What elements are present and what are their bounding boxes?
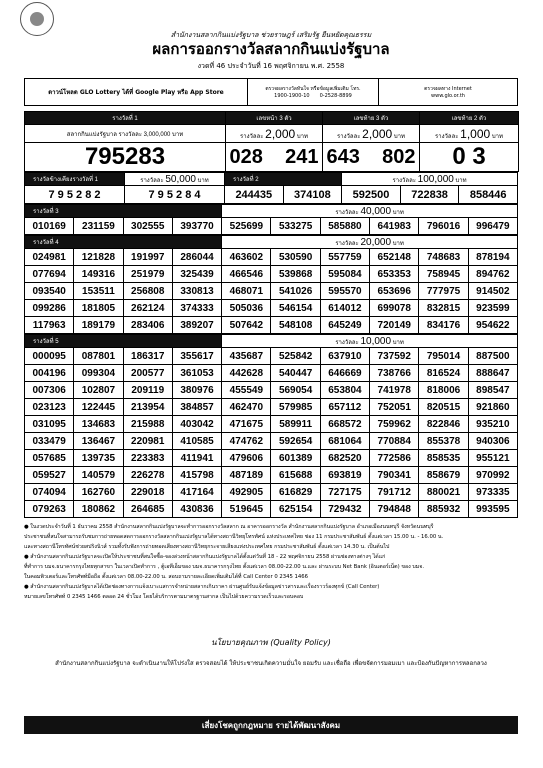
prize4-number: 832815 [419,300,468,317]
prize5-number: 134683 [74,416,123,433]
prize4-number: 923599 [468,300,517,317]
prize5-label: รางวัลที่ 5 [25,335,222,348]
back3-unit: บาท [393,133,405,140]
prize3-number: 302555 [123,218,172,235]
prize5-number: 592654 [271,433,320,450]
near1-unit: บาท [197,177,209,184]
page-title: ผลการออกรางวัลสลากกินแบ่งรัฐบาล [152,40,390,58]
prize5-number: 973335 [468,484,517,501]
prize4-number: 374333 [172,300,221,317]
note-line: ● ในงวดประจำวันที่ 1 ธันวาคม 2558 สำนักงานสลากกินแบ่งรัฐบาลจะทำการออกรางวัลสลาก ณ อาคารออกรางวัล สำนักงานสลากกินแบ่งรัฐบาล อำเภอเมืองนนทบุรี จังหวัดนนทบุรี [24,524,434,530]
prize5-number: 855378 [419,433,468,450]
prize4-number: 507642 [222,317,271,334]
prize4-number: 077694 [25,266,74,283]
back2-label: เลขท้าย 2 ตัว [420,112,519,125]
prize5-number: 682520 [320,450,369,467]
prize4-amount: 20,000 [360,236,392,248]
prize5-number: 102807 [74,382,123,399]
prize5-number: 139735 [74,450,123,467]
prize5-number: 057685 [25,450,74,467]
prize5-number: 226278 [123,467,172,484]
phone-info [248,79,379,105]
prize4-number: 181805 [74,300,123,317]
header [24,30,518,72]
prize5-number: 820515 [419,399,468,416]
prize4-number: 153511 [74,283,123,300]
near-prize2-table [24,172,518,204]
back3-prize [323,125,420,143]
prize5-number: 970992 [468,467,517,484]
prize5-number: 940306 [468,433,517,450]
prize4-number: 149316 [74,266,123,283]
front3-number: 028 [229,145,263,168]
prize5-number: 004196 [25,365,74,382]
prize5-number: 625154 [271,501,320,518]
prize5-number: 492905 [222,484,271,501]
front3-prize [226,125,323,143]
prize5-amount: 10,000 [360,335,392,347]
prize3-unit: บาท [392,209,404,216]
prize2-label: รางวัลที่ 2 [225,173,342,186]
prize4-number: 541026 [271,283,320,300]
prize3-number: 796016 [419,218,468,235]
prize5-number: 955121 [468,450,517,467]
prize5-number: 215988 [123,416,172,433]
prize5-number: 616829 [271,484,320,501]
prize5-number: 770884 [370,433,419,450]
prize5-number: 816524 [419,365,468,382]
prize5-number: 220981 [123,433,172,450]
prize5-number: 023123 [25,399,74,416]
front3-amount: 2,000 [265,126,296,141]
back3-amount: 2,000 [362,126,393,141]
prize5-number: 818006 [419,382,468,399]
front3-number: 241 [285,145,319,168]
prize4-number: 595084 [320,266,369,283]
prize1-desc: สลากกินแบ่งรัฐบาล [66,131,117,138]
prize5-number: 885932 [419,501,468,518]
prize3-number: 641983 [370,218,419,235]
prize5-number: 471675 [222,416,271,433]
prize4-number: 699078 [370,300,419,317]
near1-number: 7 9 5 2 8 2 [25,186,125,204]
prize4-number: 325439 [172,266,221,283]
prize4-number: 191997 [123,249,172,266]
prize3-number: 533275 [271,218,320,235]
prize5-number: 180862 [74,501,123,518]
prize3-number: 585880 [320,218,369,235]
prize5-number: 162760 [74,484,123,501]
prize4-number: 878194 [468,249,517,266]
prize3-prize-pre: รางวัลละ [335,209,359,216]
prize5-number: 479606 [222,450,271,467]
prize3-number: 393770 [172,218,221,235]
prize5-number: 898547 [468,382,517,399]
prize5-number: 361053 [172,365,221,382]
prize5-number: 525842 [271,348,320,365]
back2-number: 0 3 [420,143,519,172]
prize4-number: 505036 [222,300,271,317]
back2-amount: 1,000 [460,126,491,141]
prize4-label: รางวัลที่ 4 [25,236,222,249]
lottery-result-sheet [24,30,518,668]
prize5-number: 410585 [172,433,221,450]
prize4-number: 117963 [25,317,74,334]
prize4-number: 758945 [419,266,468,283]
prize5-number: 059527 [25,467,74,484]
prize4-number: 468071 [222,283,271,300]
prize4-number: 652148 [370,249,419,266]
announcement-notes [24,522,518,602]
prize5-number: 935210 [468,416,517,433]
prize2-prize-pre: รางวัลละ [392,177,416,184]
prize5-number: 752051 [370,399,419,416]
prize5-number: 858679 [419,467,468,484]
quality-policy-title: นโยบายคุณภาพ (Quality Policy) [211,638,331,647]
prize5-prize [222,335,518,348]
prize5-number: 759962 [370,416,419,433]
prize3-amount: 40,000 [360,205,392,217]
prize5-number: 099304 [74,365,123,382]
prize4-number: 256808 [123,283,172,300]
prize4-number: 720149 [370,317,419,334]
prize5-number: 693819 [320,467,369,484]
prize5-number: 136467 [74,433,123,450]
prize3-prize [222,205,518,218]
prize4-prize-pre: รางวัลละ [335,240,359,247]
prize5-number: 079263 [25,501,74,518]
prize5-number: 033479 [25,433,74,450]
prize4-number: 121828 [74,249,123,266]
prize3-number: 996479 [468,218,517,235]
download-info: ดาวน์โหลด GLO Lottery ได้ที่ Google Play หรือ App Store [25,79,248,105]
back3-numbers [323,143,420,172]
prize5-number: 790341 [370,467,419,484]
prize4-number: 748683 [419,249,468,266]
front3-unit: บาท [296,133,308,140]
prize5-number: 462470 [222,399,271,416]
prize5-prize-pre: รางวัลละ [335,339,359,346]
phone-1: 1900-1900-10 [274,93,310,99]
prize2-number: 374108 [283,186,342,204]
prize5-unit: บาท [392,339,404,346]
prize5-number: 229018 [123,484,172,501]
prize5-number: 380976 [172,382,221,399]
prize5-number: 727175 [320,484,369,501]
front3-label: เลขหน้า 3 ตัว [226,112,323,125]
prize4-number: 653696 [370,283,419,300]
prize4-number: 466546 [222,266,271,283]
prize4-number: 283406 [123,317,172,334]
prize5-number: 122445 [74,399,123,416]
prize2-number: 592500 [342,186,401,204]
prize2-amount: 100,000 [417,173,454,185]
back2-unit: บาท [491,133,503,140]
note-line: ที่ทำการ บมจ.ธนาคารกรุงไทยทุกสาขา ในเวลาเปิดทำการ , ตู้เอทีเอ็มของ บมจ.ธนาคารกรุงไทย ตั้งแต่เวลา 08.00-22.00 น.และ ผ่านระบบ Net Bank (อินเตอร์เน็ต) ของ บมจ. [24,564,425,570]
prize4-number: 595570 [320,283,369,300]
prize4-number: 389207 [172,317,221,334]
prize5-number: 657112 [320,399,369,416]
prize5-number: 569054 [271,382,320,399]
prize5-number: 579985 [271,399,320,416]
near1-prize [125,173,225,186]
prize1-number: 795283 [25,143,226,172]
prize5-number: 729432 [320,501,369,518]
prize1-amount: รางวัลละ 3,000,000 บาท [118,131,184,138]
top-prizes-table [24,111,519,172]
prize5-number: 209119 [123,382,172,399]
prize3-number: 010169 [25,218,74,235]
prize3-number: 231159 [74,218,123,235]
prize5-number: 487189 [222,467,271,484]
prize5-number: 737592 [370,348,419,365]
prize4-number: 099286 [25,300,74,317]
prize2-number: 244435 [225,186,284,204]
prize5-number: 007306 [25,382,74,399]
prize4-number: 645249 [320,317,369,334]
prize5-number: 186317 [123,348,172,365]
prize5-number: 435687 [222,348,271,365]
prize4-number: 024981 [25,249,74,266]
back3-label: เลขท้าย 3 ตัว [323,112,420,125]
prize5-number: 074094 [25,484,74,501]
footer-slogan: เสี่ยงโชคถูกกฎหมาย รายได้พัฒนาสังคม [24,716,518,734]
prize5-number: 442628 [222,365,271,382]
near1-amount: 50,000 [165,173,196,185]
quality-policy-text: สำนักงานสลากกินแบ่งรัฐบาล จะดำเนินงานให้โปร่งใส ตรวจสอบได้ ให้ประชาชนเกิดความมั่นใจ ยอมรับ และเชื่อถือ เพื่อขจัดการมอมเมา และป้องกันปัญหาการหลอกลวง [55,660,487,667]
prize4-number: 834176 [419,317,468,334]
prize2-unit: บาท [455,177,467,184]
prize4-number: 286044 [172,249,221,266]
prize4-number: 614012 [320,300,369,317]
prize4-number: 557759 [320,249,369,266]
prize1-prize [25,125,226,143]
prize3-label: รางวัลที่ 3 [25,205,222,218]
info-bar [24,78,518,106]
prize4-unit: บาท [392,240,404,247]
front3-prize-pre: รางวัลละ [240,133,264,140]
prize5-number: 741978 [370,382,419,399]
web-info [379,79,517,105]
prize4-number: 189179 [74,317,123,334]
back3-prize-pre: รางวัลละ [337,133,361,140]
prize5-number: 791712 [370,484,419,501]
prize5-number: 858535 [419,450,468,467]
prize5-number: 589911 [271,416,320,433]
front3-numbers [226,143,323,172]
near1-prize-pre: รางวัลละ [140,177,164,184]
prize4-number: 777975 [419,283,468,300]
web-info-title: ตรวจผลทาง Internet [424,86,472,92]
note-line: หมายเลขโทรศัพท์ 0 2345 1466 ตลอด 24 ชั่วโมง โดยได้บริการตามมาตรฐานสากล เป็นไปด้วยความรวดเร็วและรอบคอบ [24,594,304,600]
back2-prize-pre: รางวัลละ [435,133,459,140]
prize5-number: 519645 [222,501,271,518]
draw-date: งวดที่ 46 ประจำวันที่ 16 พฤศจิกายน พ.ศ. 2558 [197,62,345,70]
prize5-number: 993595 [468,501,517,518]
prize3-number: 525699 [222,218,271,235]
near1-label: รางวัลข้างเคียงรางวัลที่ 1 [25,173,125,186]
prize5-number: 223383 [123,450,172,467]
prize4-number: 463602 [222,249,271,266]
prize5-number: 653804 [320,382,369,399]
note-line: ● สำนักงานสลากกินแบ่งรัฐบาลจะเปิดให้ประชาชนที่สนใจซื้อ-จองล่วงหน้าสลากกินแบ่งรัฐบาลได้ตั้งแต่วันที่ 18 - 22 พฤศจิกายน 2558 ผ่านช่องทางต่างๆ ได้แก่ [24,554,386,560]
prize5-number: 411941 [172,450,221,467]
prize5-number: 087801 [74,348,123,365]
prize5-number: 140579 [74,467,123,484]
prize2-number: 722838 [400,186,459,204]
prize5-number: 822846 [419,416,468,433]
prize5-number: 000095 [25,348,74,365]
prize5-number: 795014 [419,348,468,365]
prize5-number: 455549 [222,382,271,399]
prize4-number: 251979 [123,266,172,283]
prize2-number: 858446 [459,186,518,204]
prize5-number: 888647 [468,365,517,382]
back3-number: 643 [326,145,360,168]
prize5-number: 921860 [468,399,517,416]
prize5-number: 415798 [172,467,221,484]
prize5-number: 637910 [320,348,369,365]
phone-info-title: ตรวจผลรางวัลทันใจ หรือข้อมูลเพิ่มเติม โทร. [265,86,361,92]
prize5-number: 403042 [172,416,221,433]
prize4-number: 539868 [271,266,320,283]
prize4-prize [222,236,518,249]
prize5-number: 540447 [271,365,320,382]
prize4-number: 894762 [468,266,517,283]
prize4-number: 914502 [468,283,517,300]
note-line: ประชาชนที่สนใจสามารถรับชมการถ่ายทอดสดการออกรางวัลสลากกินแบ่งรัฐบาลได้ทางสถานีวิทยุโทรทัศน์ แห่งประเทศไทย ช่อง 11 กรมประชาสัมพันธ์ ตั้งแต่เวลา 15.00 น. - 16.00 น. [24,534,444,540]
prize4-number: 548108 [271,317,320,334]
prize2-prize [342,173,518,186]
prize4-number: 530590 [271,249,320,266]
prize4-number: 330813 [172,283,221,300]
prize5-number: 601389 [271,450,320,467]
prize5-number: 772586 [370,450,419,467]
prize5-number: 880021 [419,484,468,501]
back2-prize [420,125,519,143]
note-line: ● สำนักงานสลากกินแบ่งรัฐบาลได้เปิดช่องทางการแจ้งเบาะแสการจำหน่ายสลากเกินราคา ผ่านศูนย์รับแจ้งข้อมูลข่าวสารและเรื่องราวร้องทุกข์ (Call Center) [24,584,380,590]
prize5-number: 615688 [271,467,320,484]
prize4-number: 653353 [370,266,419,283]
prize4-table [24,235,518,334]
prize5-number: 213954 [123,399,172,416]
prize5-number: 417164 [172,484,221,501]
prize5-number: 200577 [123,365,172,382]
near1-number: 7 9 5 2 8 4 [125,186,225,204]
prize5-number: 430836 [172,501,221,518]
prize5-number: 738766 [370,365,419,382]
note-line: ในคอมพิวเตอร์และโทรศัพท์มือถือ ตั้งแต่เวลา 08.00-22.00 น. สอบถามรายละเอียดเพิ่มเติมได้ที่ Call Center 0 2345 1466 [24,574,309,580]
prize1-label: รางวัลที่ 1 [25,112,226,125]
back3-number: 802 [382,145,416,168]
prize4-number: 093540 [25,283,74,300]
web-link[interactable]: www.glo.or.th [431,93,465,99]
prize5-number: 668572 [320,416,369,433]
note-line: และทางสถานีโทรทัศน์ช่วยสปริงนิวส์ รวมทั้งรับฟังการถ่ายทอดเสียงทางสถานีวิทยุกระจายเสียงแห่งประเทศไทย กรมประชาสัมพันธ์ ตั้งแต่เวลา 14.30 น. เป็นต้นไป [24,544,390,550]
prize5-number: 646669 [320,365,369,382]
prize4-number: 954622 [468,317,517,334]
phone-2: 0-2528-8899 [319,93,352,99]
prize5-number: 887500 [468,348,517,365]
prize3-table [24,204,518,235]
prize5-number: 355617 [172,348,221,365]
header-slogan: สำนักงานสลากกินแบ่งรัฐบาล ช่วยราษฎร์ เสริมรัฐ ยืนหยัดคุณธรรม [170,31,372,39]
prize5-number: 681064 [320,433,369,450]
prize4-number: 546154 [271,300,320,317]
prize5-table [24,334,518,518]
prize5-number: 031095 [25,416,74,433]
prize5-number: 794848 [370,501,419,518]
prize4-number: 262124 [123,300,172,317]
prize5-number: 384857 [172,399,221,416]
prize5-number: 264685 [123,501,172,518]
prize5-number: 474762 [222,433,271,450]
